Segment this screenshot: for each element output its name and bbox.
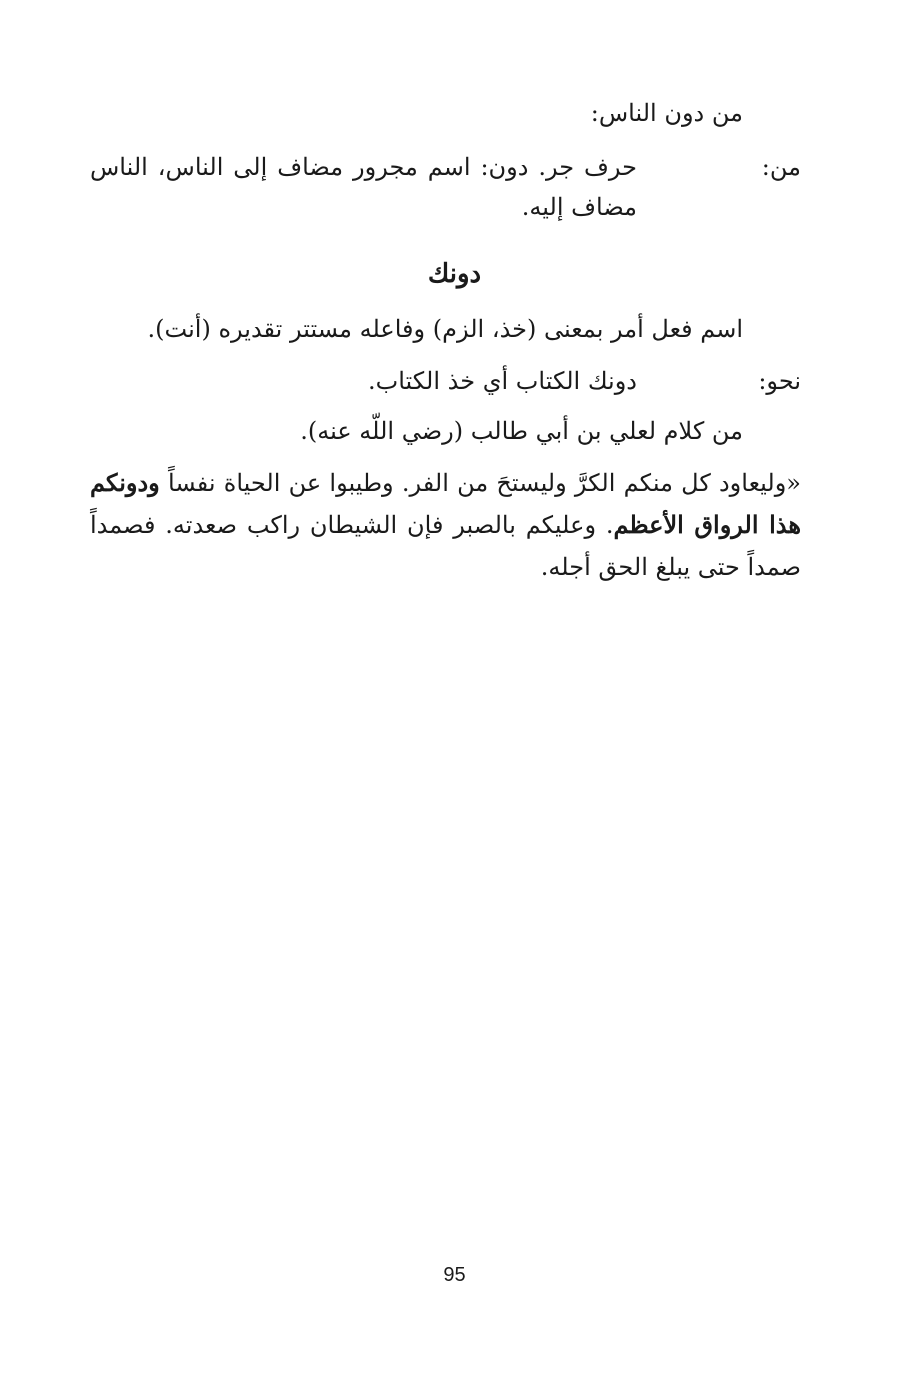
quote-text	[90, 462, 801, 588]
label-nahw: نحو:	[758, 367, 801, 395]
quote-part-2: . وعليكم بالصبر فإن الشيطان راكب صعدته. فصمداً صمداً حتى يبلغ الحق أجله.	[90, 511, 801, 581]
label-min: من:	[761, 153, 801, 181]
quote-bold-phrase: ودونكم هذا الرواق الأعظم	[90, 468, 802, 539]
min-explanation: حرف جر. دون: اسم مجرور مضاف إلى الناس، الناس مضاف إليه.	[90, 153, 637, 221]
quote-intro: من كلام لعلي بن أبي طالب (رضي اللّه عنه).	[300, 417, 743, 445]
nahw-example: دونك الكتاب أي خذ الكتاب.	[368, 367, 637, 395]
entry-heading-min-doon-alnas: من دون الناس:	[590, 99, 743, 127]
page-number: 95	[443, 1264, 466, 1286]
section-title-doonak: دونك	[427, 259, 482, 289]
quote-part-1: «وليعاود كل منكم الكرَّ وليستحَ من الفر. وطيبوا عن الحياة نفساً	[159, 469, 801, 497]
doonak-definition: اسم فعل أمر بمعنى (خذ، الزم) وفاعله مستتر تقديره (أنت).	[147, 315, 743, 343]
